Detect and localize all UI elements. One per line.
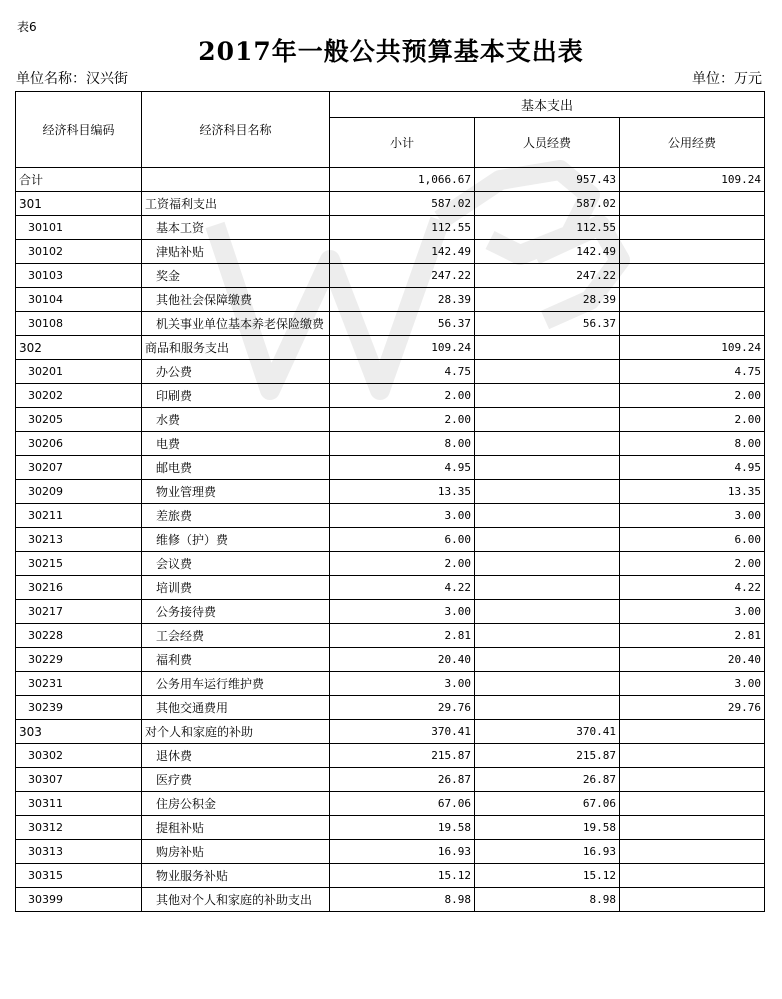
page-title: 2017年一般公共预算基本支出表 bbox=[198, 37, 584, 66]
row-name: 水费 bbox=[142, 408, 330, 432]
row-personnel bbox=[475, 504, 620, 528]
row-name: 印刷费 bbox=[142, 384, 330, 408]
column-header-personnel: 人员经费 bbox=[475, 118, 620, 168]
row-public: 109.24 bbox=[620, 336, 765, 360]
row-name: 公务接待费 bbox=[142, 600, 330, 624]
row-code: 30201 bbox=[16, 360, 142, 384]
row-name: 电费 bbox=[142, 432, 330, 456]
row-public: 2.00 bbox=[620, 408, 765, 432]
row-personnel: 247.22 bbox=[475, 264, 620, 288]
row-code: 303 bbox=[16, 720, 142, 744]
row-name: 商品和服务支出 bbox=[142, 336, 330, 360]
row-code: 30101 bbox=[16, 216, 142, 240]
row-public: 8.00 bbox=[620, 432, 765, 456]
row-name: 工资福利支出 bbox=[142, 192, 330, 216]
row-name: 会议费 bbox=[142, 552, 330, 576]
row-code: 30207 bbox=[16, 456, 142, 480]
row-code: 30228 bbox=[16, 624, 142, 648]
row-subtotal: 2.00 bbox=[330, 552, 475, 576]
row-name: 机关事业单位基本养老保险缴费 bbox=[142, 312, 330, 336]
row-personnel: 56.37 bbox=[475, 312, 620, 336]
table-row bbox=[16, 528, 765, 552]
row-name: 公务用车运行维护费 bbox=[142, 672, 330, 696]
row-personnel bbox=[475, 672, 620, 696]
row-personnel bbox=[475, 456, 620, 480]
table-row bbox=[16, 768, 765, 792]
row-subtotal: 4.22 bbox=[330, 576, 475, 600]
row-subtotal: 13.35 bbox=[330, 480, 475, 504]
row-public bbox=[620, 768, 765, 792]
row-subtotal: 4.95 bbox=[330, 456, 475, 480]
row-subtotal: 67.06 bbox=[330, 792, 475, 816]
row-code: 30312 bbox=[16, 816, 142, 840]
row-subtotal: 109.24 bbox=[330, 336, 475, 360]
row-public bbox=[620, 840, 765, 864]
table-row bbox=[16, 384, 765, 408]
row-public bbox=[620, 264, 765, 288]
row-subtotal: 3.00 bbox=[330, 600, 475, 624]
row-personnel: 957.43 bbox=[475, 168, 620, 192]
table-row bbox=[16, 744, 765, 768]
row-public bbox=[620, 864, 765, 888]
table-row bbox=[16, 672, 765, 696]
table-row bbox=[16, 504, 765, 528]
row-name: 住房公积金 bbox=[142, 792, 330, 816]
table-row bbox=[16, 792, 765, 816]
row-code: 30205 bbox=[16, 408, 142, 432]
budget-table bbox=[15, 91, 765, 912]
table-row bbox=[16, 840, 765, 864]
row-name: 购房补贴 bbox=[142, 840, 330, 864]
row-personnel bbox=[475, 528, 620, 552]
row-public bbox=[620, 216, 765, 240]
row-public bbox=[620, 816, 765, 840]
table-row bbox=[16, 336, 765, 360]
row-code: 302 bbox=[16, 336, 142, 360]
table-row bbox=[16, 360, 765, 384]
row-personnel bbox=[475, 648, 620, 672]
row-personnel bbox=[475, 576, 620, 600]
row-personnel bbox=[475, 624, 620, 648]
row-public bbox=[620, 744, 765, 768]
row-name bbox=[142, 168, 330, 192]
row-subtotal: 1,066.67 bbox=[330, 168, 475, 192]
column-group-basic-expenditure: 基本支出 bbox=[330, 92, 765, 118]
row-public: 2.00 bbox=[620, 384, 765, 408]
row-name: 对个人和家庭的补助 bbox=[142, 720, 330, 744]
row-subtotal: 19.58 bbox=[330, 816, 475, 840]
row-personnel: 112.55 bbox=[475, 216, 620, 240]
row-personnel bbox=[475, 336, 620, 360]
row-subtotal: 28.39 bbox=[330, 288, 475, 312]
row-name: 培训费 bbox=[142, 576, 330, 600]
row-public bbox=[620, 192, 765, 216]
table-row bbox=[16, 432, 765, 456]
table-row bbox=[16, 864, 765, 888]
table-row bbox=[16, 216, 765, 240]
row-code: 30229 bbox=[16, 648, 142, 672]
row-personnel: 15.12 bbox=[475, 864, 620, 888]
row-subtotal: 587.02 bbox=[330, 192, 475, 216]
row-personnel bbox=[475, 360, 620, 384]
row-code: 30102 bbox=[16, 240, 142, 264]
table-row bbox=[16, 456, 765, 480]
row-code: 合计 bbox=[16, 168, 142, 192]
currency-unit: 单位：万元 bbox=[692, 71, 762, 87]
table-body bbox=[16, 168, 765, 912]
row-subtotal: 2.00 bbox=[330, 408, 475, 432]
row-subtotal: 56.37 bbox=[330, 312, 475, 336]
unit-name: 单位名称：汉兴街 bbox=[16, 71, 128, 87]
row-code: 30103 bbox=[16, 264, 142, 288]
table-row bbox=[16, 408, 765, 432]
row-public bbox=[620, 720, 765, 744]
row-subtotal: 215.87 bbox=[330, 744, 475, 768]
row-subtotal: 247.22 bbox=[330, 264, 475, 288]
row-code: 301 bbox=[16, 192, 142, 216]
row-code: 30231 bbox=[16, 672, 142, 696]
row-personnel: 19.58 bbox=[475, 816, 620, 840]
row-code: 30216 bbox=[16, 576, 142, 600]
table-row bbox=[16, 288, 765, 312]
table-row bbox=[16, 480, 765, 504]
row-subtotal: 20.40 bbox=[330, 648, 475, 672]
row-subtotal: 2.81 bbox=[330, 624, 475, 648]
row-personnel bbox=[475, 696, 620, 720]
row-name: 其他对个人和家庭的补助支出 bbox=[142, 888, 330, 912]
row-code: 30211 bbox=[16, 504, 142, 528]
table-row bbox=[16, 192, 765, 216]
row-code: 30217 bbox=[16, 600, 142, 624]
row-public: 3.00 bbox=[620, 600, 765, 624]
row-public: 20.40 bbox=[620, 648, 765, 672]
row-name: 工会经费 bbox=[142, 624, 330, 648]
row-public: 3.00 bbox=[620, 672, 765, 696]
table-row bbox=[16, 264, 765, 288]
row-subtotal: 15.12 bbox=[330, 864, 475, 888]
row-public bbox=[620, 240, 765, 264]
row-name: 其他交通费用 bbox=[142, 696, 330, 720]
row-subtotal: 29.76 bbox=[330, 696, 475, 720]
row-subtotal: 142.49 bbox=[330, 240, 475, 264]
row-name: 物业管理费 bbox=[142, 480, 330, 504]
row-public: 4.75 bbox=[620, 360, 765, 384]
row-name: 其他社会保障缴费 bbox=[142, 288, 330, 312]
table-row bbox=[16, 600, 765, 624]
row-public bbox=[620, 792, 765, 816]
row-public bbox=[620, 312, 765, 336]
table-row bbox=[16, 312, 765, 336]
row-subtotal: 3.00 bbox=[330, 672, 475, 696]
column-header-subtotal: 小计 bbox=[330, 118, 475, 168]
column-header-code: 经济科目编码 bbox=[16, 92, 142, 168]
row-personnel bbox=[475, 384, 620, 408]
row-code: 30209 bbox=[16, 480, 142, 504]
row-personnel: 28.39 bbox=[475, 288, 620, 312]
row-code: 30206 bbox=[16, 432, 142, 456]
column-header-public: 公用经费 bbox=[620, 118, 765, 168]
row-personnel: 8.98 bbox=[475, 888, 620, 912]
row-name: 办公费 bbox=[142, 360, 330, 384]
row-name: 维修（护）费 bbox=[142, 528, 330, 552]
row-code: 30202 bbox=[16, 384, 142, 408]
row-subtotal: 3.00 bbox=[330, 504, 475, 528]
row-code: 30307 bbox=[16, 768, 142, 792]
row-personnel bbox=[475, 408, 620, 432]
row-code: 30239 bbox=[16, 696, 142, 720]
row-public bbox=[620, 888, 765, 912]
row-personnel: 587.02 bbox=[475, 192, 620, 216]
row-name: 津贴补贴 bbox=[142, 240, 330, 264]
row-public: 6.00 bbox=[620, 528, 765, 552]
table-row bbox=[16, 168, 765, 192]
row-subtotal: 370.41 bbox=[330, 720, 475, 744]
row-subtotal: 8.98 bbox=[330, 888, 475, 912]
row-personnel bbox=[475, 552, 620, 576]
row-personnel: 26.87 bbox=[475, 768, 620, 792]
table-row bbox=[16, 720, 765, 744]
row-personnel: 370.41 bbox=[475, 720, 620, 744]
table-row bbox=[16, 888, 765, 912]
row-subtotal: 8.00 bbox=[330, 432, 475, 456]
table-row bbox=[16, 696, 765, 720]
row-subtotal: 4.75 bbox=[330, 360, 475, 384]
row-subtotal: 6.00 bbox=[330, 528, 475, 552]
row-personnel: 67.06 bbox=[475, 792, 620, 816]
table-row bbox=[16, 648, 765, 672]
row-public: 3.00 bbox=[620, 504, 765, 528]
row-personnel bbox=[475, 480, 620, 504]
row-code: 30104 bbox=[16, 288, 142, 312]
row-subtotal: 16.93 bbox=[330, 840, 475, 864]
row-personnel bbox=[475, 600, 620, 624]
row-public: 2.00 bbox=[620, 552, 765, 576]
row-name: 奖金 bbox=[142, 264, 330, 288]
row-name: 医疗费 bbox=[142, 768, 330, 792]
row-code: 30399 bbox=[16, 888, 142, 912]
row-subtotal: 2.00 bbox=[330, 384, 475, 408]
row-code: 30302 bbox=[16, 744, 142, 768]
row-public: 29.76 bbox=[620, 696, 765, 720]
row-personnel: 16.93 bbox=[475, 840, 620, 864]
row-public: 4.22 bbox=[620, 576, 765, 600]
row-code: 30213 bbox=[16, 528, 142, 552]
table-row bbox=[16, 240, 765, 264]
table-row bbox=[16, 552, 765, 576]
row-personnel: 215.87 bbox=[475, 744, 620, 768]
row-name: 提租补贴 bbox=[142, 816, 330, 840]
row-subtotal: 112.55 bbox=[330, 216, 475, 240]
row-name: 退休费 bbox=[142, 744, 330, 768]
row-name: 邮电费 bbox=[142, 456, 330, 480]
row-code: 30311 bbox=[16, 792, 142, 816]
row-code: 30315 bbox=[16, 864, 142, 888]
row-personnel: 142.49 bbox=[475, 240, 620, 264]
row-public: 2.81 bbox=[620, 624, 765, 648]
row-public: 109.24 bbox=[620, 168, 765, 192]
row-code: 30108 bbox=[16, 312, 142, 336]
table-row bbox=[16, 576, 765, 600]
table-row bbox=[16, 816, 765, 840]
row-name: 基本工资 bbox=[142, 216, 330, 240]
row-code: 30215 bbox=[16, 552, 142, 576]
column-header-name: 经济科目名称 bbox=[142, 92, 330, 168]
row-public: 13.35 bbox=[620, 480, 765, 504]
table-row bbox=[16, 624, 765, 648]
row-name: 物业服务补贴 bbox=[142, 864, 330, 888]
table-number: 表6 bbox=[17, 20, 37, 34]
row-code: 30313 bbox=[16, 840, 142, 864]
row-name: 福利费 bbox=[142, 648, 330, 672]
row-public bbox=[620, 288, 765, 312]
row-name: 差旅费 bbox=[142, 504, 330, 528]
row-subtotal: 26.87 bbox=[330, 768, 475, 792]
row-public: 4.95 bbox=[620, 456, 765, 480]
row-personnel bbox=[475, 432, 620, 456]
